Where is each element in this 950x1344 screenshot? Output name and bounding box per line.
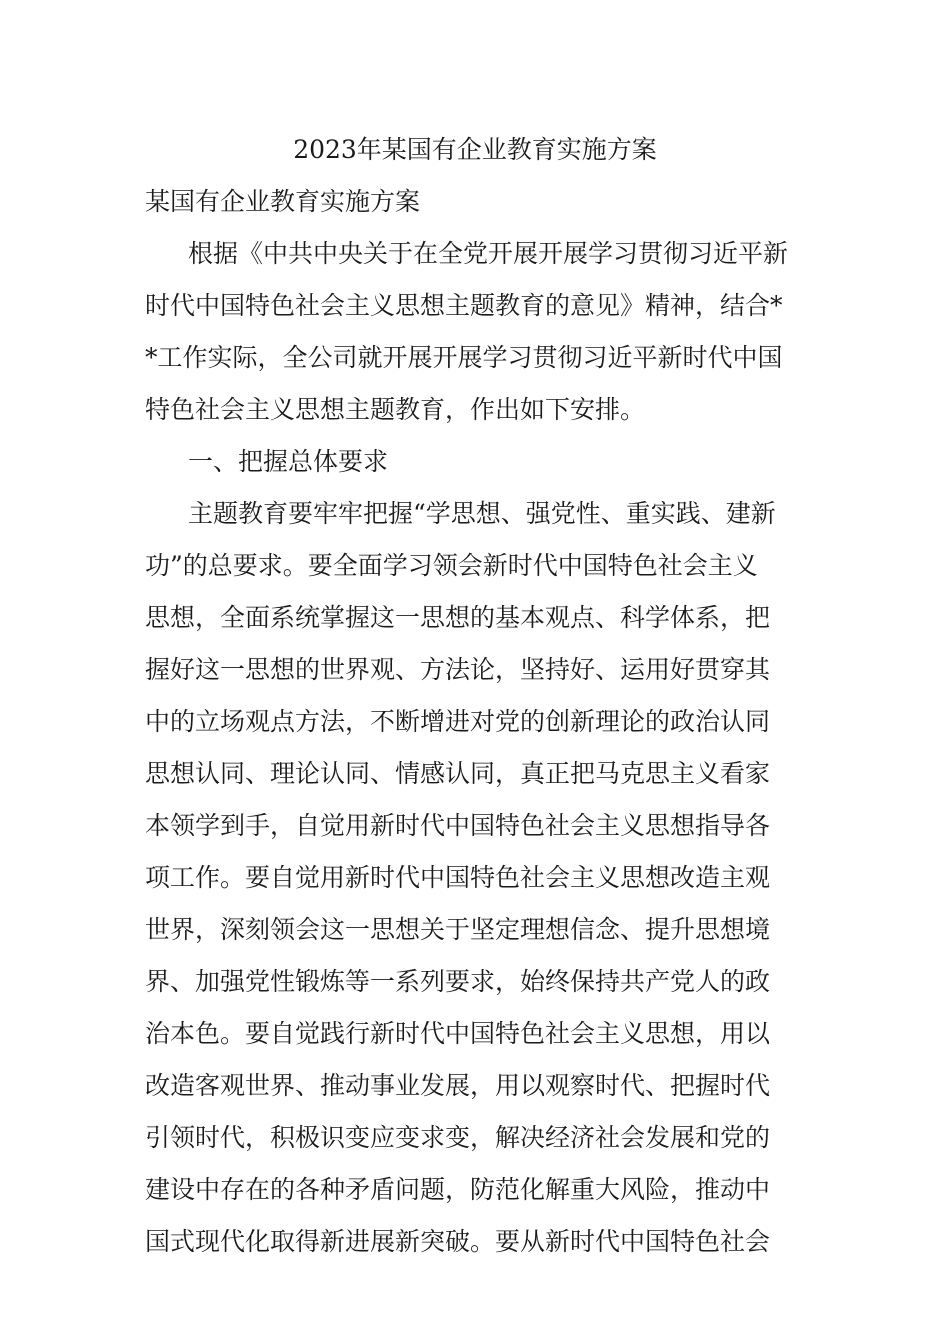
paragraph-2-line-12: 改造客观世界、推动事业发展，用以观察时代、把握时代	[145, 1071, 771, 1100]
paragraph-1-line-1: 根据《中共中央关于在全党开展开展学习贯彻习近平新	[188, 239, 789, 268]
paragraph-2-line-3: 思想，全面系统掌握这一思想的基本观点、科学体系，把	[145, 603, 771, 632]
document-title: 2023年某国有企业教育实施方案	[293, 135, 657, 164]
paragraph-1-line-4: 特色社会主义思想主题教育，作出如下安排。	[145, 395, 646, 424]
paragraph-2-line-14: 建设中存在的各种矛盾问题，防范化解重大风险，推动中	[145, 1175, 771, 1204]
paragraph-2-line-5: 中的立场观点方法，不断增进对党的创新理论的政治认同	[145, 707, 771, 736]
paragraph-2-line-2: 功”的总要求。要全面学习领会新时代中国特色社会主义	[145, 551, 758, 580]
paragraph-2-line-9: 世界，深刻领会这一思想关于坚定理想信念、提升思想境	[145, 915, 771, 944]
paragraph-2-line-4: 握好这一思想的世界观、方法论，坚持好、运用好贯穿其	[145, 655, 771, 684]
paragraph-1-line-2: 时代中国特色社会主义思想主题教育的意见》精神，结合*	[145, 291, 783, 320]
paragraph-2-line-11: 治本色。要自觉践行新时代中国特色社会主义思想，用以	[145, 1019, 771, 1048]
section-heading-1: 一、把握总体要求	[188, 447, 389, 476]
paragraph-2-line-10: 界、加强党性锻炼等一系列要求，始终保持共产党人的政	[145, 967, 771, 996]
document-subtitle: 某国有企业教育实施方案	[145, 187, 421, 216]
paragraph-1-line-3: *工作实际，全公司就开展开展学习贯彻习近平新时代中国	[145, 343, 783, 372]
paragraph-2-line-1: 主题教育要牢牢把握“学思想、强党性、重实践、建新	[188, 499, 776, 528]
paragraph-2-line-15: 国式现代化取得新进展新突破。要从新时代中国特色社会	[145, 1227, 771, 1256]
paragraph-2-line-7: 本领学到手，自觉用新时代中国特色社会主义思想指导各	[145, 811, 771, 840]
paragraph-2-line-8: 项工作。要自觉用新时代中国特色社会主义思想改造主观	[145, 863, 771, 892]
paragraph-2-line-13: 引领时代，积极识变应变求变，解决经济社会发展和党的	[145, 1123, 771, 1152]
paragraph-2-line-6: 思想认同、理论认同、情感认同，真正把马克思主义看家	[145, 759, 771, 788]
